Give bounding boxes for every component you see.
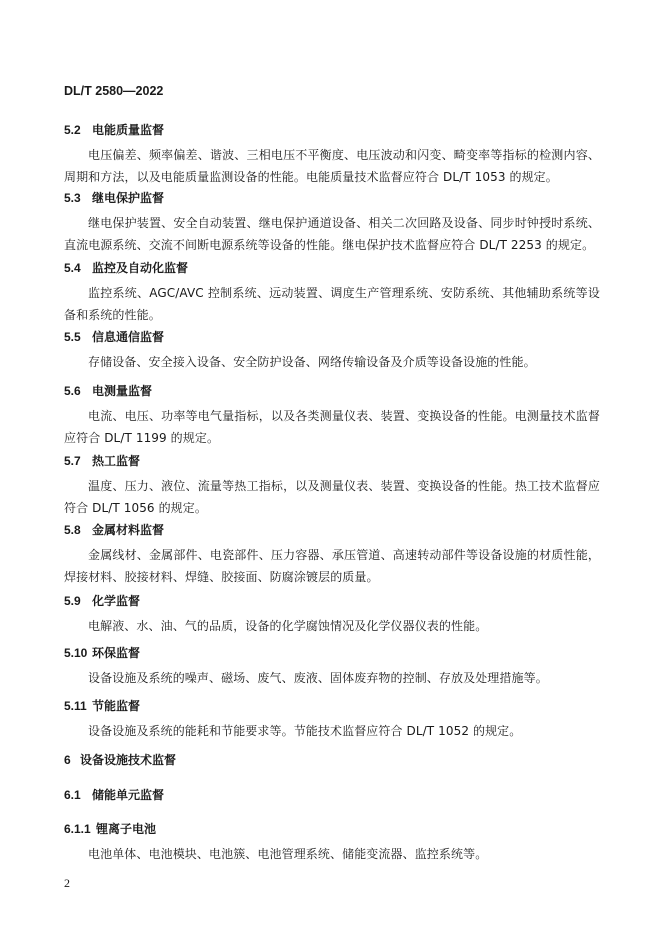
section-heading [64,121,600,138]
section-number: 5.3 [64,191,81,205]
section-title: 锂离子电池 [96,822,157,836]
section-title: 监控及自动化监督 [92,261,189,275]
section-5-6 [64,382,600,449]
section-title: 节能监督 [92,699,141,713]
chapter-6 [64,751,600,768]
section-heading [64,382,600,399]
section-title: 环保监督 [92,646,141,660]
section-title: 继电保护监督 [92,191,165,205]
section-heading [64,786,600,803]
section-heading [64,644,600,661]
section-paragraph: 设备设施及系统的能耗和节能要求等。节能技术监督应符合 DL/T 1052 的规定。 [88,724,522,738]
section-paragraph: 电解液、水、油、气的品质，设备的化学腐蚀情况及化学仪器仪表的性能。 [88,619,488,633]
section-5-3 [64,189,600,256]
chapter-heading [64,751,600,768]
section-title: 电能质量监督 [92,123,165,137]
chapter-title: 设备设施技术监督 [80,753,177,767]
section-number: 5.7 [64,454,81,468]
section-paragraph: 温度、压力、液位、流量等热工指标，以及测量仪表、装置、变换设备的性能。热工技术监督应符合 DL/T 1056 的规定。 [64,479,600,515]
section-heading [64,189,600,206]
section-title: 金属材料监督 [92,523,165,537]
section-5-5 [64,328,600,373]
section-heading [64,328,600,345]
section-heading [64,259,600,276]
section-number: 5.2 [64,123,81,137]
section-title: 信息通信监督 [92,330,165,344]
section-paragraph: 金属线材、金属部件、电瓷部件、压力容器、承压管道、高速转动部件等设备设施的材质性能，焊接材料、胶接材料、焊缝、胶接面、防腐涂镀层的质量。 [64,548,600,584]
section-title: 电测量监督 [92,384,153,398]
section-paragraph: 电池单体、电池模块、电池簇、电池管理系统、储能变流器、监控系统等。 [88,847,488,861]
section-5-9 [64,592,600,637]
section-paragraph: 电流、电压、功率等电气量指标，以及各类测量仪表、装置、变换设备的性能。电测量技术监督应符合 DL/T 1199 的规定。 [64,409,600,445]
section-number: 5.11 [64,699,87,713]
section-number: 5.6 [64,384,81,398]
section-5-2 [64,121,600,188]
section-number: 5.10 [64,646,88,660]
section-number: 6.1 [64,788,81,802]
section-paragraph: 存储设备、安全接入设备、安全防护设备、网络传输设备及介质等设备设施的性能。 [88,355,536,369]
section-heading [64,697,600,714]
section-5-8 [64,521,600,588]
section-paragraph: 监控系统、AGC/AVC 控制系统、远动装置、调度生产管理系统、安防系统、其他辅助系统等设备和系统的性能。 [64,286,600,322]
section-number: 5.4 [64,261,81,275]
section-6-1 [64,786,600,803]
section-number: 5.8 [64,523,81,537]
section-heading [64,521,600,538]
section-5-11 [64,697,600,742]
section-paragraph: 继电保护装置、安全自动装置、继电保护通道设备、相关二次回路及设备、同步时钟授时系统、直流电源系统、交流不间断电源系统等设备的性能。继电保护技术监督应符合 DL/T 2253 的规定。 [64,216,600,252]
section-number: 5.5 [64,330,81,344]
section-paragraph: 设备设施及系统的噪声、磁场、废气、废液、固体废弃物的控制、存放及处理措施等。 [88,671,548,685]
section-5-7 [64,452,600,519]
section-paragraph: 电压偏差、频率偏差、谐波、三相电压不平衡度、电压波动和闪变、畸变率等指标的检测内容、周期和方法，以及电能质量监测设备的性能。电能质量技术监督应符合 DL/T 1053 的规定。 [64,148,600,184]
section-6-1-1 [64,820,600,865]
section-5-4 [64,259,600,326]
section-5-10 [64,644,600,689]
section-title: 化学监督 [92,594,141,608]
section-heading [64,592,600,609]
section-heading [64,452,600,469]
section-heading [64,820,600,837]
section-number: 5.9 [64,594,81,608]
standard-code: DL/T 2580—2022 [64,84,164,98]
chapter-number: 6 [64,753,71,767]
page-number: 2 [64,876,70,890]
section-title: 热工监督 [92,454,141,468]
section-title: 储能单元监督 [92,788,165,802]
section-number: 6.1.1 [64,822,91,836]
